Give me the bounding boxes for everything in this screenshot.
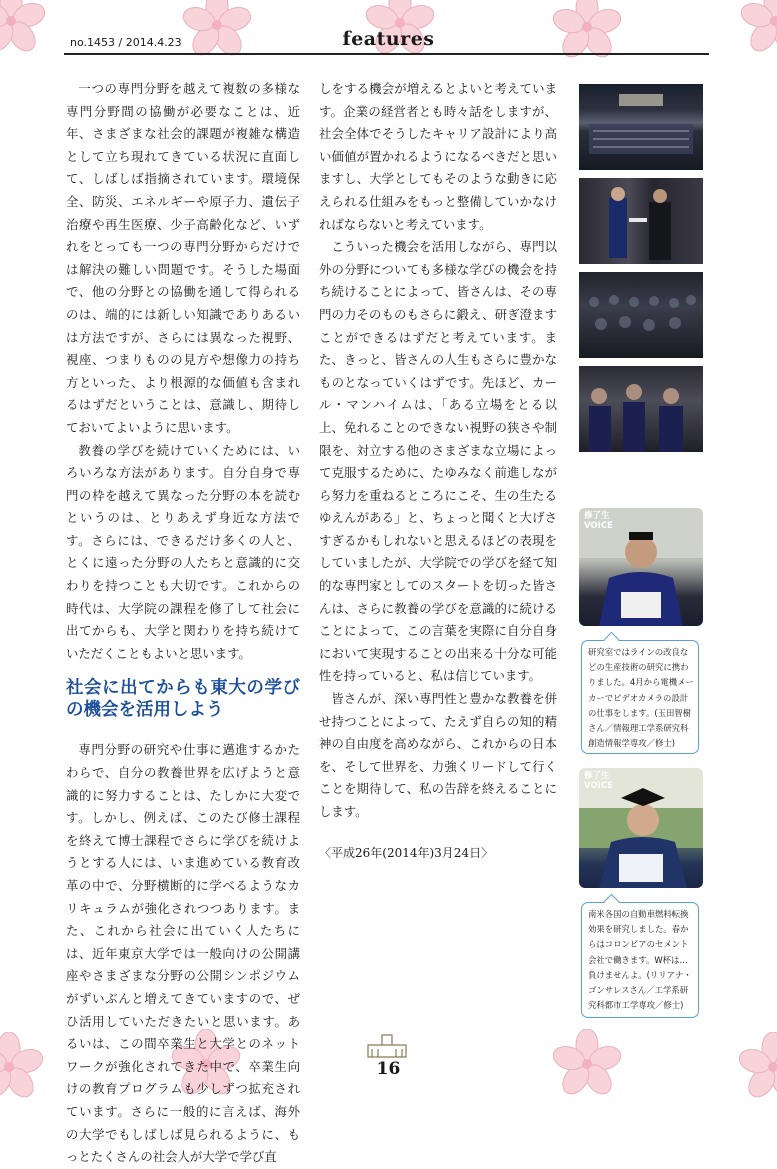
left-column <box>66 78 300 1169</box>
section-title: features <box>342 28 435 50</box>
university-emblem-icon <box>364 1031 410 1059</box>
voice-label-line2: VOICE <box>584 781 613 791</box>
page-number: 16 <box>376 1059 401 1079</box>
graduate-voice-photo <box>579 508 703 626</box>
middle-column <box>319 78 557 864</box>
voice-label-line1: 修了生 <box>584 771 610 781</box>
speech-date: 〈平成26年(2014年)3月24日〉 <box>319 845 494 860</box>
body-paragraph: 一つの専門分野を越えて複数の多様な専門分野間の協働が必要なことは、近年、さまざまな社会的課題が複雑な構造として立ち現れてきている状況に直面して、しばしば指摘されています。環境保全、防災、エネルギーや原子力、遺伝子治療や再生医療、少子高齢化など、いずれをとっても一つの専門分野からだけでは解決の難しい問題です。そうした場面で、他の分野との協働を通して得られるのは、端的には新しい知識でありあるいは方法ですが、さらには異なった視野、視座、つまりものの見方や想像力の持ち方といった、より根源的な価値も含まれるはずだということは、意識し、期待しておいてよいように思います。 <box>66 81 300 435</box>
voice-comment: 南米各国の自動車燃料転換効果を研究しました。春からはコロンビアのセメント会社で働きます。W杯は…負けませんよ。(リリアナ・ゴンサレスさん／工学系研究科都市工学専攻／修士) <box>588 909 692 1011</box>
voice-comment: 研究室ではラインの改良などの生産技術の研究に携わりました。4月から電機メーカーでビデオカメラの設計の仕事をします。(玉田智樹さん／情報理工学系研究科創造情報学専攻／修士) <box>588 647 694 749</box>
diploma-presentation-photo <box>579 178 703 264</box>
voice-label-line2: VOICE <box>584 521 613 531</box>
voice-comment-bubble <box>581 640 699 754</box>
voice-label-line1: 修了生 <box>584 511 610 521</box>
audience-photo <box>579 272 703 358</box>
body-paragraph: 皆さんが、深い専門性と豊かな教養を併せ持つことによって、たえず自らの知的精神の自由度を高めながら、これからの日本を、そして世界を、力強くリードして行くことを期待して、私の告辞を終えることにします。 <box>319 691 557 819</box>
applauding-graduates-photo <box>579 366 703 452</box>
graduate-voice-photo <box>579 768 703 888</box>
section-heading: 社会に出てからも東大の学びの機会を活用しよう <box>66 678 300 721</box>
issue-info: no.1453 / 2014.4.23 <box>70 36 182 49</box>
header-divider <box>64 53 709 55</box>
body-paragraph: 専門分野の研究や仕事に邁進するかたわらで、自分の教養世界を広げようと意識的に努力することは、たしかに大変です。しかし、例えば、このたび修士課程を終えて博士課程でさらに学びを続けようとする人には、いま進めている教育改革の中で、分野横断的に学べるようなカリキュラムが強化されつつあります。また、これから社会に出ていく人たちには、近年東京大学では一般向けの公開講座やさまざまな分野の公開シンポジウムがずいぶんと増えてきていますので、ぜひ活用していただきたいと思います。あるいは、この間卒業生と大学とのネットワークが強化されてきた中で、卒業生向けの教育プログラムも少しずつ拡充されています。さらに一般的に言えば、海外の大学でもしばしば見られるように、もっとたくさんの社会人が大学で学び直 <box>66 742 300 1165</box>
body-paragraph: こういった機会を活用しながら、専門以外の分野についても多様な学びの機会を持ち続けることによって、皆さんは、その専門の力そのものもさらに鍛え、研ぎ澄ますことができるはずだと考えています。また、きっと、皆さんの人生もさらに豊かなものとなっていくはずです。先ほど、カール・マンハイムは、「ある立場をとる以上、免れることのできない視野の狭さや制限を、対立する他のさまざまな立場によって克服するために、たゆみなく前進しながら努力を重ねるところにこそ、生の生たるゆえんがある」と、ちょっと聞くと大げさすぎるかもしれないと思えるほどの表現をしていましたが、大学院での学びを経て知的な専門家としてのスタートを切った皆さんは、さらに教養の学びを意識的に続けることによって、この言葉を実際に自分自身において実現することの出来る十分な可能性を持っていると、私は信じています。 <box>319 239 557 684</box>
body-paragraph: 教養の学びを続けていくためには、いろいろな方法があります。自分自身で専門の枠を越えて異なった分野の本を読むというのは、とりあえず身近な方法です。さらには、できるだけ多くの人と、とくに遠った分野の人たちと意識的に交わりを持つことも大切です。これからの時代は、大学院の課程を修了して社会に出てからも、大学と関わりを持ち続けていただくこともよいと思います。 <box>66 442 300 661</box>
voice-comment-bubble <box>581 902 699 1018</box>
ceremony-hall-photo <box>579 84 703 170</box>
body-paragraph: しをする機会が増えるとよいと考えています。企業の経営者とも時々話をしますが、社会全体でそうしたキャリア設計により高い価値が置かれるようになるべきだと思いますし、大学としてもそのような動きに応えられる仕組みをもっと整備していかなければならないと考えています。 <box>319 81 557 232</box>
